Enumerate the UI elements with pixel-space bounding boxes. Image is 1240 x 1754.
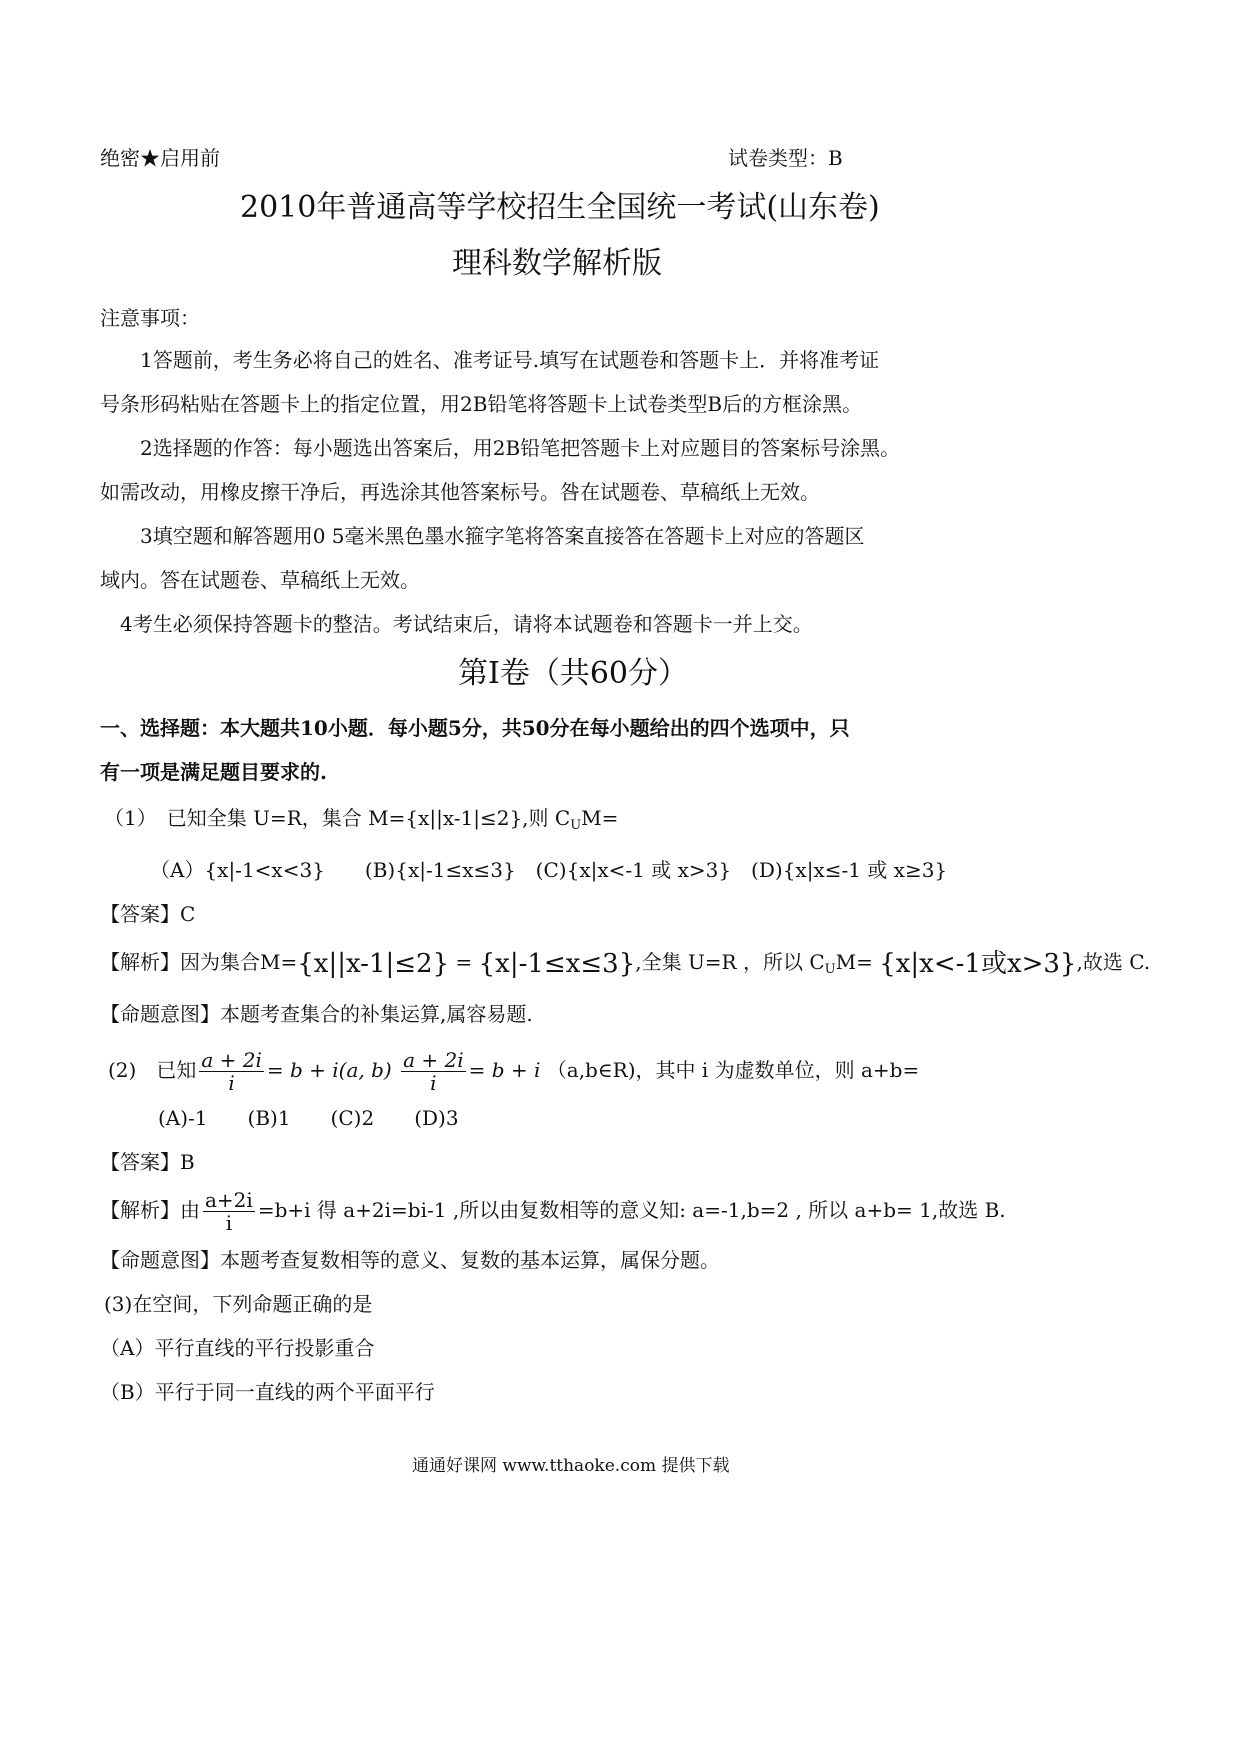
part-instructions: 有一项是满足题目要求的. <box>100 760 327 784</box>
analysis-text: = <box>449 950 479 974</box>
subscript: U <box>570 818 582 833</box>
question-3-option-b: （B）平行于同一直线的两个平面平行 <box>100 1380 435 1404</box>
equation-text: = b + i(a, b) <box>266 1058 392 1082</box>
exam-title: 2010年普通高等学校招生全国统一考试(山东卷) <box>240 190 880 225</box>
analysis-text: ,故选 C. <box>1076 950 1151 974</box>
set-expression: {x|-1≤x≤3} <box>478 949 636 979</box>
analysis-text: 【解析】由 <box>100 1198 200 1222</box>
question-1-answer: 【答案】C <box>100 902 196 926</box>
analysis-text: =b+i 得 a+2i=bi-1 ,所以由复数相等的意义知: a=-1,b=2 , 所以 a+b= 1,故选 B. <box>257 1198 1006 1222</box>
fraction-numerator: a + 2i <box>403 1048 464 1072</box>
question-2-stem <box>108 1040 919 1100</box>
note-line: 如需改动，用橡皮擦干净后，再选涂其他答案标号。咎在试题卷、草稿纸上无效。 <box>100 480 820 504</box>
fraction-denominator: i <box>228 1071 235 1095</box>
note-line: 号条形码粘贴在答题卡上的指定位置，用2B铅笔将答题卡上试卷类型B后的方框涂黑。 <box>100 392 863 416</box>
question-2-analysis <box>100 1180 1006 1240</box>
question-text: （1） 已知全集 U=R，集合 M={x||x-1|≤2},则 C <box>104 806 571 830</box>
question-1-analysis <box>100 948 1150 984</box>
part-instructions: 一、选择题：本大题共10小题．每小题5分，共50分在每小题给出的四个选项中，只 <box>100 716 850 740</box>
note-line: 域内。答在试题卷、草稿纸上无效。 <box>100 568 420 592</box>
fraction <box>203 1189 255 1234</box>
page-footer: 通通好课网 www.tthaoke.com 提供下载 <box>412 1456 730 1476</box>
question-text: (2) 已知 <box>108 1058 197 1082</box>
analysis-text: M= <box>835 950 880 974</box>
question-2-answer: 【答案】B <box>100 1150 195 1174</box>
set-expression: {x|x<-1或x>3} <box>879 949 1077 979</box>
question-3-option-a: （A）平行直线的平行投影重合 <box>100 1336 375 1360</box>
fraction <box>199 1049 264 1094</box>
fraction-denominator: i <box>225 1211 233 1235</box>
analysis-text: 【解析】因为集合M= <box>100 950 298 974</box>
fraction-numerator: a + 2i <box>201 1048 262 1072</box>
question-3-stem: (3)在空间，下列命题正确的是 <box>104 1292 373 1316</box>
note-line: 3填空题和解答题用0 5毫米黑色墨水箍字笔将答案直接答在答题卡上对应的答题区 <box>140 524 865 548</box>
notes-heading: 注意事项： <box>100 306 200 330</box>
paper-type-label: 试卷类型：B <box>728 146 843 170</box>
fraction <box>401 1049 466 1094</box>
note-line: 4考生必须保持答题卡的整洁。考试结束后，请将本试题卷和答题卡一并上交。 <box>120 612 813 636</box>
subscript: U <box>824 962 836 977</box>
question-text: （a,b∈R)，其中 i 为虚数单位，则 a+b= <box>546 1058 920 1082</box>
fraction-denominator: i <box>430 1071 437 1095</box>
question-2-intent: 【命题意图】本题考查复数相等的意义、复数的基本运算，属保分题。 <box>100 1248 720 1272</box>
analysis-text: ,全集 U=R ，所以 C <box>635 950 825 974</box>
question-1-options: （A）{x|-1<x<3} (B){x|-1≤x≤3} (C){x|x<-1 或 x>3} (D){x|x≤-1 或 x≥3} <box>150 858 948 882</box>
confidential-label: 绝密★启用前 <box>100 146 220 170</box>
exam-subtitle: 理科数学解析版 <box>452 246 662 281</box>
note-line: 2选择题的作答：每小题选出答案后，用2B铅笔把答题卡上对应题目的答案标号涂黑。 <box>140 436 901 460</box>
question-1-stem <box>104 804 618 840</box>
fraction-numerator: a+2i <box>205 1188 253 1212</box>
equation-text: = b + i <box>468 1058 541 1082</box>
question-2-options: (A)-1 (B)1 (C)2 (D)3 <box>158 1106 459 1130</box>
section-title: 第Ⅰ卷（共60分） <box>458 656 689 691</box>
question-text: M= <box>581 806 619 830</box>
question-1-intent: 【命题意图】本题考查集合的补集运算,属容易题. <box>100 1002 533 1026</box>
note-line: 1答题前，考生务必将自己的姓名、准考证号.填写在试题卷和答题卡上．并将准考证 <box>140 348 880 372</box>
set-expression: {x||x-1|≤2} <box>297 949 450 979</box>
